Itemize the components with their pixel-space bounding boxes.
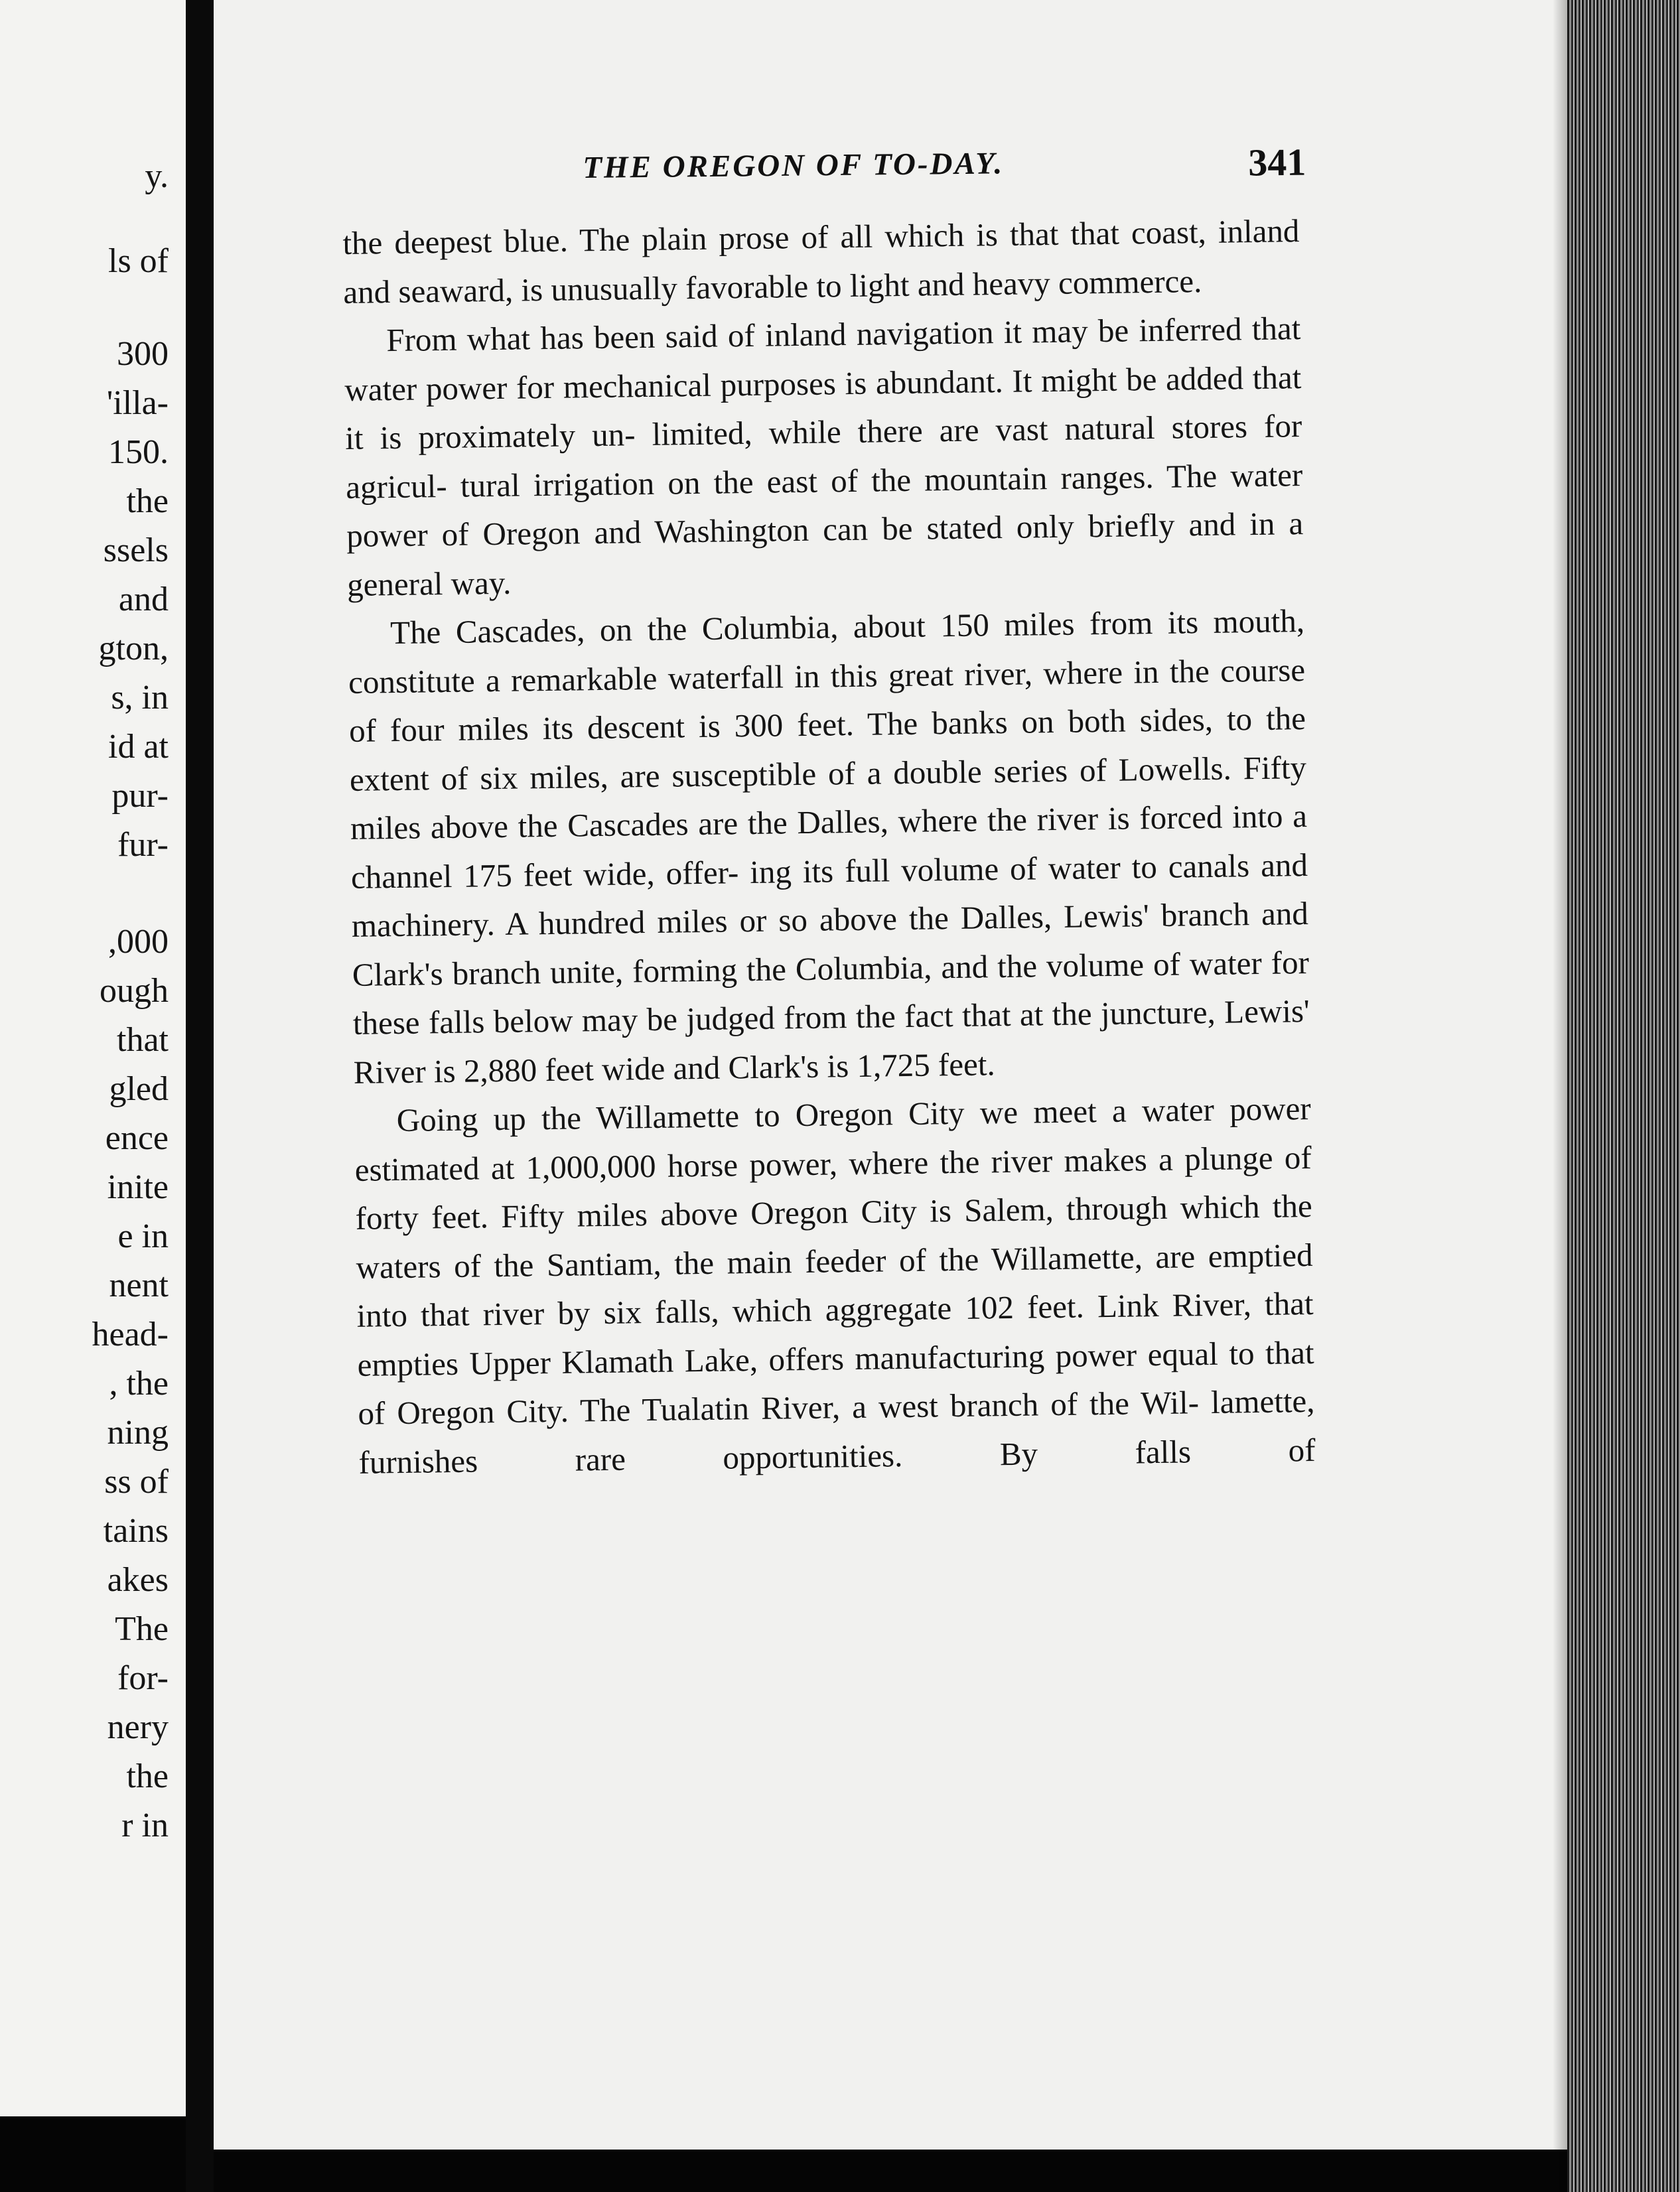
left-page-line: inite [107, 1168, 169, 1206]
text-line: of the Santiam, the main feeder of the Willamette, are [453, 1237, 1196, 1284]
left-page-line: The [115, 1610, 169, 1648]
text-line: abundant. It might be added that it is proximately un- [344, 358, 1302, 456]
left-page-line: the [126, 1757, 169, 1795]
left-page-line: akes [107, 1561, 169, 1599]
text-line: be inferred that water power for mechanical purposes is [344, 310, 1301, 408]
left-page-line: 300 [117, 335, 169, 373]
text-line: the river is forced into a channel 175 feet wide, offer- [350, 797, 1308, 896]
left-page-line: fur- [117, 826, 169, 864]
left-page-line: head- [92, 1316, 169, 1353]
text-line: above Oregon City is Salem, through which the waters [356, 1187, 1312, 1286]
left-page-line: 150. [108, 433, 169, 471]
left-page-line: r in [121, 1807, 169, 1844]
text-line: tural irrigation on the east of the mountain ranges. [460, 458, 1154, 504]
left-page-line: , the [109, 1365, 169, 1403]
text-line: ing its full volume of water to canals and machinery. [351, 846, 1308, 944]
text-line: water power estimated at 1,000,000 horse power, where [354, 1090, 1312, 1188]
left-page-line: and [118, 581, 169, 618]
left-page-line: nent [109, 1267, 169, 1304]
text-line: light and heavy commerce. [849, 262, 1202, 304]
text-line: feet. Link River, that empties Upper Klamath Lake, [357, 1284, 1314, 1383]
text-line: The water power of Oregon and Washington can be [346, 456, 1303, 554]
text-line: A hundred miles or so above the Dalles, Lewis' branch [504, 896, 1250, 942]
text-line: feet wide and Clark's is 1,725 feet. [544, 1045, 995, 1088]
left-page-line: 'illa- [106, 384, 169, 422]
paragraph [342, 206, 1300, 316]
book-gutter [186, 0, 214, 2192]
text-line: six miles, are susceptible of a double series of Lowells. [480, 750, 1232, 796]
left-page-line: ning [107, 1414, 169, 1452]
text-line: 300 feet. The banks on both sides, to the extent of [349, 700, 1306, 798]
text-line: offers manufacturing power equal to that of Oregon [358, 1334, 1314, 1432]
left-page-line: tains [103, 1512, 169, 1550]
left-page-line: ls of [108, 242, 169, 280]
text-line: stated only briefly and in a general way. [346, 505, 1304, 603]
text-line: the deepest blue. The plain prose of all which is that [342, 215, 1059, 261]
left-page-line: id at [108, 728, 169, 766]
text-line: that coast, inland and seaward, is unusually favorable to [343, 212, 1300, 310]
left-page-line: pur- [111, 777, 169, 815]
paragraph [344, 304, 1304, 609]
left-page-line: the [126, 482, 169, 520]
left-page-line: that [117, 1021, 169, 1059]
left-page-line: ,000 [108, 923, 169, 961]
text-line: from the fact that at the juncture, Lewis' River is 2,880 [353, 993, 1310, 1091]
text-line: the volume of water for these falls below may be judged [352, 943, 1310, 1042]
body-text [342, 206, 1316, 1487]
page-edges [1567, 0, 1680, 2192]
text-line: The Cascades, on the Columbia, about 150 miles from [389, 604, 1153, 651]
text-line: emptied into that river by six falls, which aggregate 102 [356, 1236, 1313, 1334]
left-page-line: ss of [104, 1463, 169, 1501]
left-page-line: y. [145, 157, 169, 195]
text-line: From what has been said of inland navigation it may [386, 312, 1089, 359]
left-page-line: s, in [111, 679, 169, 717]
text-line: lamette, furnishes rare opportunities. By falls of [358, 1382, 1316, 1481]
running-title: THE OREGON OF TO-DAY. [583, 146, 1005, 185]
text-line: river, where in the course of four miles its descent is [348, 651, 1306, 749]
paragraph [354, 1084, 1316, 1487]
text-line: Going up the Willamette to Oregon City we meet a [396, 1092, 1127, 1139]
page-number: 341 [1247, 140, 1306, 184]
running-header [583, 140, 1306, 194]
text-line: Fifty miles above the Cascades are the Dalles, where [350, 748, 1307, 847]
left-page-line: gled [109, 1070, 169, 1108]
left-page-line: ough [100, 972, 169, 1010]
paragraph [348, 596, 1310, 1097]
left-page-line: gton, [98, 630, 169, 667]
text-line: and Clark's branch unite, forming the Columbia, and [352, 895, 1309, 993]
text-line: its mouth, constitute a remarkable waterfall in this great [348, 602, 1305, 701]
text-line: City. The Tualatin River, a west branch of the Wil- [506, 1384, 1200, 1430]
left-page-line: ssels [103, 531, 169, 569]
left-page-line: nery [107, 1708, 169, 1746]
left-page [0, 0, 186, 2116]
text-line: limited, while there are vast natural stores for agricul- [345, 407, 1302, 506]
left-page-line: e in [117, 1217, 169, 1255]
left-page-line: ence [105, 1119, 169, 1157]
left-page-line: for- [117, 1659, 169, 1697]
text-line: the river makes a plunge of forty feet. Fifty miles [355, 1138, 1312, 1237]
